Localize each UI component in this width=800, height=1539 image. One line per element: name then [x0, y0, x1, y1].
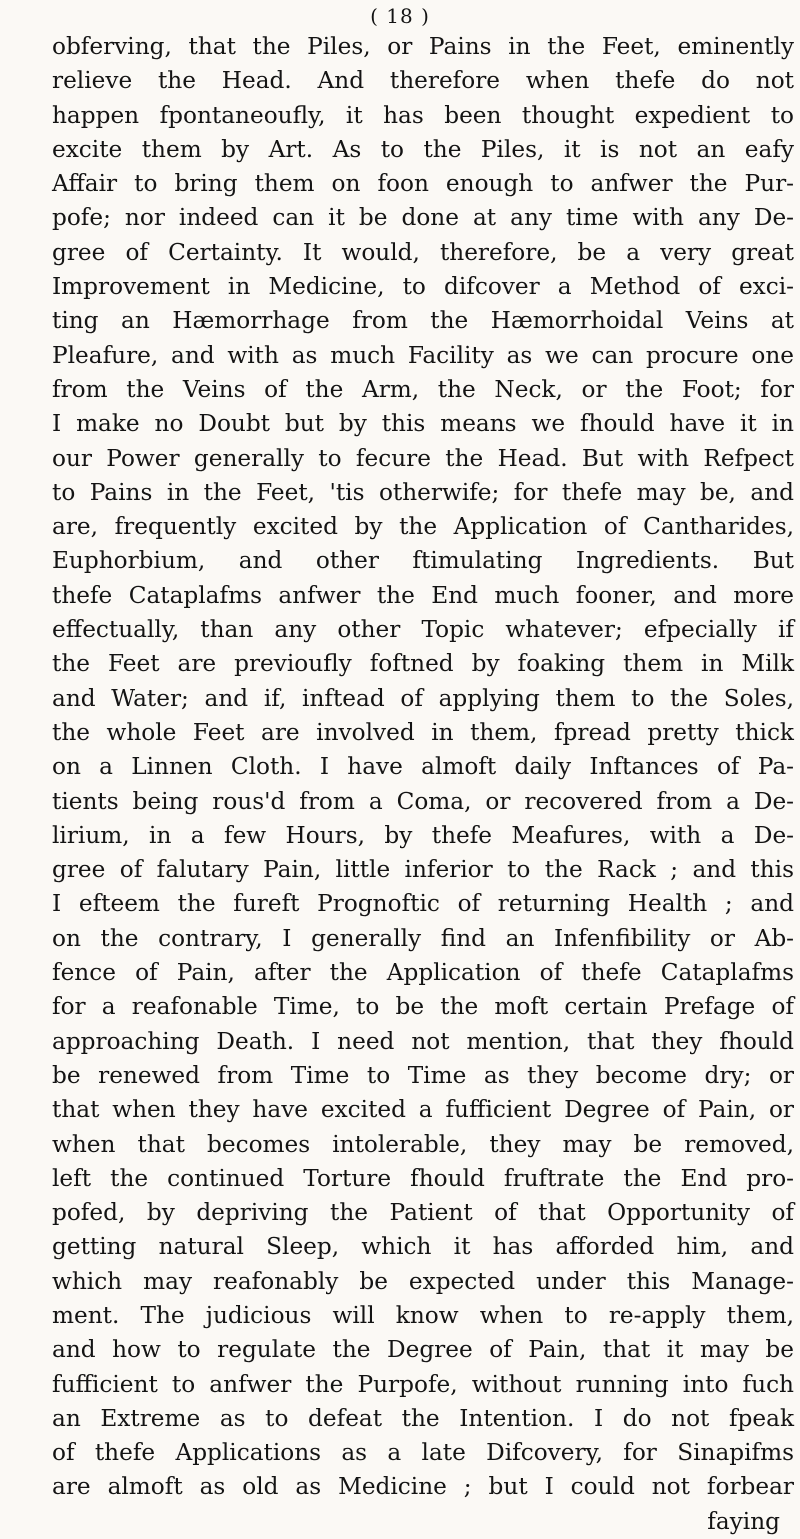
text-line: ment. The judicious will know when to re-apply them, — [52, 1301, 794, 1329]
text-line: obferving, that the Piles, or Pains in the Feet, eminently — [52, 33, 794, 60]
text-line: ting an Hæmorrhage from the Hæmorrhoidal Veins at — [52, 307, 794, 335]
text-line: when that becomes intolerable, they may be removed, — [52, 1130, 794, 1158]
text-line: be renewed from Time to Time as they become dry; or — [52, 1061, 794, 1089]
catchword: faying — [707, 1507, 780, 1535]
text-line: tients being rous'd from a Coma, or recovered from a De- — [52, 787, 794, 815]
text-line: for a reafonable Time, to be the moft certain Prefage of — [52, 993, 794, 1021]
text-line: Affair to bring them on foon enough to anfwer the Pur- — [52, 170, 794, 198]
page-number: ( 18 ) — [370, 4, 430, 28]
text-line: which may reafonably be expected under this Manage- — [52, 1267, 794, 1295]
text-line: relieve the Head. And therefore when thefe do not — [52, 67, 794, 95]
text-line: and how to regulate the Degree of Pain, that it may be — [52, 1336, 794, 1364]
text-line: excite them by Art. As to the Piles, it is not an eafy — [52, 135, 794, 163]
text-line: from the Veins of the Arm, the Neck, or the Foot; for — [52, 375, 794, 403]
text-line: left the continued Torture fhould fruftrate the End pro- — [52, 1164, 794, 1192]
text-line: fufficient to anfwer the Purpofe, without running into fuch — [52, 1370, 794, 1398]
text-line: of thefe Applications as a late Difcovery, for Sinapifms — [52, 1439, 794, 1467]
text-line: to Pains in the Feet, 'tis otherwife; for thefe may be, and — [52, 478, 794, 506]
body-text — [52, 30, 794, 1539]
text-line: an Extreme as to defeat the Intention. I do not fpeak — [52, 1404, 794, 1432]
text-line: I efteem the fureft Prognoftic of returning Health ; and — [52, 890, 794, 918]
text-line: the whole Feet are involved in them, fpread pretty thick — [52, 718, 794, 746]
text-line: on the contrary, I generally find an Infenfibility or Ab- — [52, 924, 794, 952]
text-line: Improvement in Medicine, to difcover a Method of exci- — [52, 273, 794, 301]
text-line: on a Linnen Cloth. I have almoft daily Inftances of Pa- — [52, 753, 794, 781]
text-line: and Water; and if, inftead of applying them to the Soles, — [52, 684, 794, 712]
text-line: thefe Cataplafms anfwer the End much fooner, and more — [52, 581, 794, 609]
text-line: the Feet are previoufly foftned by foaking them in Milk — [52, 650, 794, 678]
text-line: Euphorbium, and other ftimulating Ingredients. But — [52, 547, 794, 575]
text-line: getting natural Sleep, which it has afforded him, and — [52, 1233, 794, 1261]
text-line: gree of Certainty. It would, therefore, be a very great — [52, 238, 794, 266]
text-line: pofe; nor indeed can it be done at any time with any De- — [52, 204, 794, 232]
text-line: are, frequently excited by the Application of Cantharides, — [52, 513, 794, 541]
text-line: Pleafure, and with as much Facility as we can procure one — [52, 341, 794, 369]
text-line: gree of falutary Pain, little inferior to the Rack ; and this — [52, 856, 794, 884]
text-line: our Power generally to fecure the Head. But with Refpect — [52, 444, 794, 472]
text-line: lirium, in a few Hours, by thefe Meafures, with a De- — [52, 821, 794, 849]
text-line: I make no Doubt but by this means we fhould have it in — [52, 410, 794, 438]
text-line: pofed, by depriving the Patient of that Opportunity of — [52, 1199, 794, 1227]
text-line: that when they have excited a fufficient Degree of Pain, or — [52, 1096, 794, 1124]
text-line: approaching Death. I need not mention, that they fhould — [52, 1027, 794, 1055]
text-line: effectually, than any other Topic whatever; efpecially if — [52, 616, 794, 644]
text-line: fence of Pain, after the Application of thefe Cataplafms — [52, 959, 794, 987]
text-line: are almoft as old as Medicine ; but I could not forbear — [52, 1473, 794, 1501]
text-line: happen fpontaneoufly, it has been thought expedient to — [52, 101, 794, 129]
